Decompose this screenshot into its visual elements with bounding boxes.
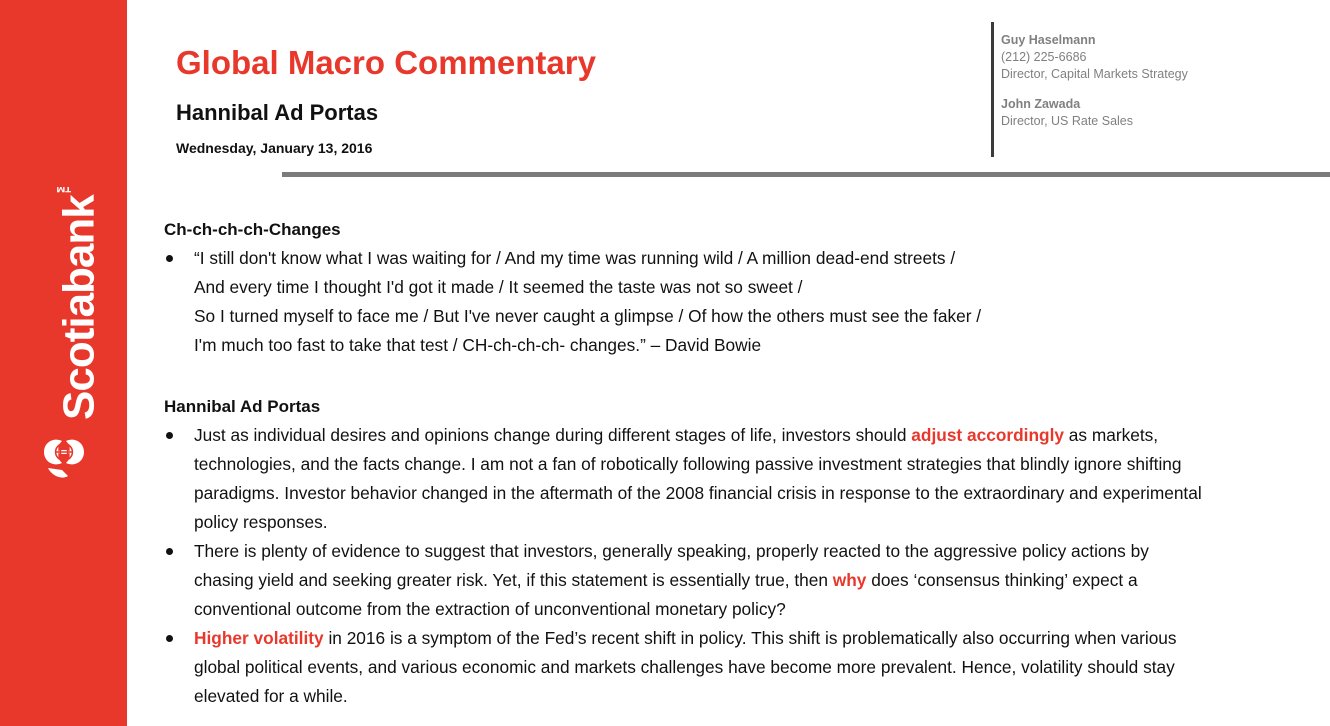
text-run: in 2016 is a symptom of the Fed’s recent shift in policy. This shift is problematically also occurring when various global political events, and various economic and markets challenges have become more prevalent. Hence, volatility should stay elevated for a while. xyxy=(194,628,1177,706)
document-header xyxy=(127,0,1330,180)
contact-block xyxy=(1001,32,1301,83)
contact-list xyxy=(1001,32,1301,143)
contact-role: Director, Capital Markets Strategy xyxy=(1001,67,1188,81)
contact-name: Guy Haselmann xyxy=(1001,33,1096,47)
bullet-dot-icon xyxy=(166,255,173,262)
bullet-dot-icon xyxy=(166,432,173,439)
list-item xyxy=(164,537,1209,624)
list-item xyxy=(164,624,1209,711)
section-heading: Hannibal Ad Portas xyxy=(164,397,321,416)
header-divider xyxy=(282,172,1330,177)
document-body xyxy=(127,182,1330,726)
bullet-list xyxy=(127,421,1330,711)
brand-wordmark xyxy=(0,120,127,420)
section-changes xyxy=(127,182,1330,360)
quote-line: “I still don't know what I was waiting for / And my time was running wild / A million dead-end streets / xyxy=(194,248,956,268)
quote-line: I'm much too fast to take that test / CH-ch-ch-ch- changes.” – David Bowie xyxy=(194,335,762,355)
scotiabank-globe-icon xyxy=(38,432,90,484)
contact-divider xyxy=(991,22,994,157)
list-item xyxy=(164,244,1209,360)
page-title: Global Macro Commentary xyxy=(176,44,596,81)
brand-rail xyxy=(0,0,127,726)
section-heading: Ch-ch-ch-ch-Changes xyxy=(164,220,341,239)
bullet-dot-icon xyxy=(166,635,173,642)
page-subtitle: Hannibal Ad Portas xyxy=(176,100,379,125)
highlight-run: why xyxy=(832,570,867,590)
contact-block xyxy=(1001,96,1301,130)
brand-wordmark-text: Scotiabank xyxy=(54,195,104,420)
quote-line: And every time I thought I'd got it made / It seemed the taste was not so sweet / xyxy=(194,277,803,297)
contact-name: John Zawada xyxy=(1001,97,1081,111)
highlight-run: adjust accordingly xyxy=(911,425,1064,445)
trademark-symbol: ™ xyxy=(54,177,73,196)
list-item xyxy=(164,421,1209,537)
text-run: as markets, technologies, and the facts change. I am not a fan of robotically following passive investment strategies that blindly ignore shifting paradigms. Investor behavior changed in the aftermath of the 2008 financial crisis in response to the extraordinary and experimental policy responses. xyxy=(194,425,1202,532)
highlight-run: Higher volatility xyxy=(194,628,324,648)
text-run: Just as individual desires and opinions change during different stages of life, investors should xyxy=(194,425,912,445)
text-run: There is plenty of evidence to suggest that investors, generally speaking, properly reacted to the aggressive policy actions by chasing yield and seeking greater risk. Yet, if this statement is essentially true, then xyxy=(194,541,1149,590)
contact-role: Director, US Rate Sales xyxy=(1001,114,1133,128)
contact-phone: (212) 225-6686 xyxy=(1001,50,1087,64)
section-hannibal-ad-portas xyxy=(127,360,1330,711)
text-run: does ‘consensus thinking’ expect a conventional outcome from the extraction of unconventional monetary policy? xyxy=(194,570,1138,619)
bullet-list xyxy=(127,244,1330,360)
quote-line: So I turned myself to face me / But I've never caught a glimpse / Of how the others must see the faker / xyxy=(194,306,982,326)
bullet-dot-icon xyxy=(166,548,173,555)
publication-date: Wednesday, January 13, 2016 xyxy=(176,140,373,156)
